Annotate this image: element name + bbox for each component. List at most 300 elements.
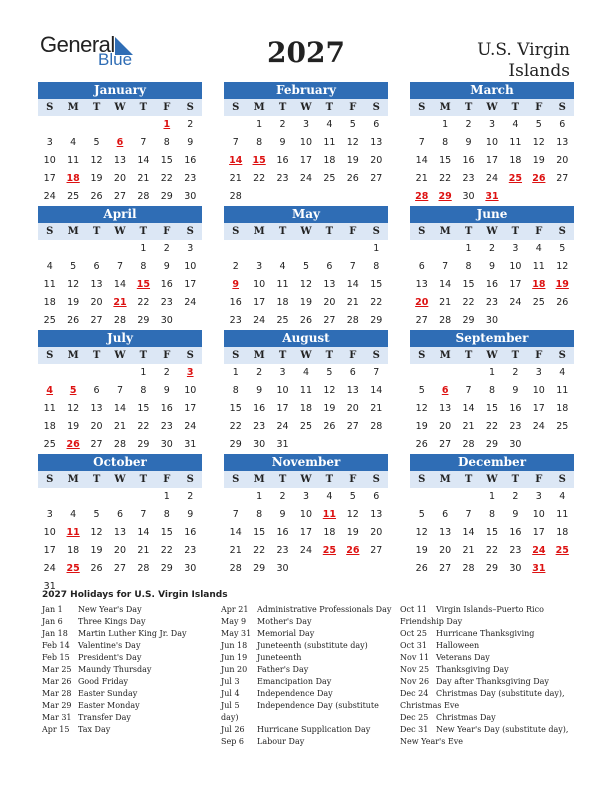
holiday-name: Halloween (436, 641, 480, 650)
day-cell: 24 (43, 563, 56, 574)
day-cell: 2 (512, 491, 519, 502)
day-cell: 17 (509, 279, 522, 290)
holiday-name: Valentine's Day (78, 641, 141, 650)
day-cell: 13 (370, 137, 383, 148)
day-cell: 5 (326, 367, 333, 378)
day-cell: 6 (116, 509, 123, 520)
day-cell: 19 (90, 173, 103, 184)
day-cell: 5 (418, 509, 425, 520)
week-row (410, 240, 574, 258)
week-row (38, 488, 202, 506)
holiday-name: Hurricane Thanksgiving (436, 629, 535, 638)
day-cell: 23 (462, 173, 475, 184)
day-cell: 9 (187, 509, 194, 520)
weekday-label: M (439, 102, 451, 113)
empty-day-cell (179, 312, 202, 330)
day-cell: 15 (160, 155, 173, 166)
week-row (38, 276, 202, 294)
weekday-label: M (439, 474, 451, 485)
day-cell: 25 (508, 173, 523, 184)
month-title: June (410, 206, 574, 223)
day-cell: 20 (370, 155, 383, 166)
week-row (410, 152, 574, 170)
empty-day-cell (108, 364, 131, 382)
empty-day-cell (318, 560, 341, 578)
day-cell: 24 (299, 545, 313, 556)
week-row (224, 276, 388, 294)
day-cell: 17 (43, 545, 56, 556)
day-cell: 15 (439, 155, 452, 166)
day-cell: 9 (465, 137, 472, 148)
empty-day-cell (365, 436, 388, 454)
holiday-date: Nov 26 (400, 677, 430, 686)
holiday-name: Administrative Professionals Day (257, 605, 392, 614)
holiday-row (221, 616, 391, 628)
holiday-row (42, 712, 186, 724)
holiday-row (221, 724, 391, 736)
holiday-row (400, 664, 568, 676)
holiday-name: Tax Day (78, 725, 111, 734)
day-cell: 9 (512, 509, 519, 520)
day-cell: 9 (232, 279, 240, 290)
day-cell: 26 (323, 421, 336, 432)
weekday-label: W (114, 474, 126, 485)
holiday-date: Dec 31 (400, 725, 429, 734)
day-cell: 14 (113, 403, 127, 414)
week-row (38, 560, 202, 578)
day-cell: 6 (373, 491, 380, 502)
day-cell: 8 (256, 137, 263, 148)
day-cell: 30 (509, 439, 522, 450)
holiday-date: Dec 25 (400, 713, 429, 722)
day-cell: 16 (160, 403, 173, 414)
day-cell: 28 (462, 563, 475, 574)
empty-day-cell (410, 116, 433, 134)
day-cell: 26 (67, 315, 80, 326)
weekday-label: T (92, 102, 101, 113)
day-cell: 11 (322, 509, 337, 520)
weekday-label: T (511, 102, 520, 113)
holiday-name: Hurricane Supplication Day (257, 725, 371, 734)
day-cell: 2 (187, 491, 194, 502)
day-cell: 29 (137, 315, 150, 326)
week-row (410, 294, 574, 312)
holiday-date: Sep 6 (221, 737, 244, 746)
week-row (38, 542, 202, 560)
week-row (38, 134, 202, 152)
weekday-header (410, 223, 574, 240)
holiday-date: May 31 (221, 629, 252, 638)
empty-day-cell (433, 240, 456, 258)
empty-day-cell (433, 488, 456, 506)
day-cell: 23 (276, 173, 289, 184)
weekday-header (410, 471, 574, 488)
empty-day-cell (85, 240, 108, 258)
holiday-date: Jul 26 (221, 725, 245, 734)
day-cell: 14 (137, 155, 150, 166)
day-cell: 26 (556, 297, 569, 308)
week-row (38, 436, 202, 454)
day-cell: 13 (439, 527, 452, 538)
holiday-row (400, 604, 568, 616)
day-cell: 25 (43, 439, 56, 450)
day-cell: 2 (488, 243, 495, 254)
empty-day-cell (61, 364, 84, 382)
day-cell: 6 (116, 137, 124, 148)
day-cell: 16 (509, 527, 522, 538)
empty-day-cell (108, 488, 131, 506)
day-cell: 19 (532, 155, 545, 166)
day-cell: 12 (415, 527, 428, 538)
weekday-label: S (232, 350, 240, 361)
day-cell: 14 (462, 403, 475, 414)
weekday-label: W (300, 474, 312, 485)
holiday-date: Jun 19 (221, 653, 248, 662)
weekday-header (38, 99, 202, 116)
day-cell: 20 (90, 297, 103, 308)
week-row (224, 418, 388, 436)
day-cell: 1 (163, 119, 171, 130)
weekday-label: W (486, 102, 498, 113)
day-cell: 12 (90, 155, 103, 166)
holiday-date: Nov 11 (400, 653, 430, 662)
day-cell: 27 (415, 315, 428, 326)
weekday-label: S (558, 474, 566, 485)
day-cell: 2 (163, 243, 170, 254)
week-row (410, 276, 574, 294)
day-cell: 27 (113, 191, 127, 202)
day-cell: 5 (349, 119, 356, 130)
day-cell: 20 (556, 155, 569, 166)
month-title: November (224, 454, 388, 471)
day-cell: 28 (229, 563, 242, 574)
day-cell: 15 (229, 403, 242, 414)
week-row (224, 170, 388, 188)
weekday-label: T (139, 102, 148, 113)
holiday-date: Apr 21 (221, 605, 249, 614)
day-cell: 4 (302, 367, 309, 378)
day-cell: 23 (253, 421, 266, 432)
day-cell: 25 (299, 421, 313, 432)
week-row (224, 294, 388, 312)
week-row (38, 418, 202, 436)
weekday-label: S (46, 474, 54, 485)
day-cell: 14 (113, 279, 127, 290)
holiday-name: day) (221, 713, 239, 722)
weekday-label: F (535, 474, 543, 485)
holiday-row (221, 676, 391, 688)
week-row (410, 506, 574, 524)
weekday-label: W (300, 350, 312, 361)
weekday-label: S (186, 102, 194, 113)
year-title: 2027 (267, 36, 345, 69)
weekday-label: S (558, 102, 566, 113)
weekday-label: M (67, 474, 79, 485)
day-cell: 19 (346, 527, 359, 538)
day-cell: 14 (462, 527, 475, 538)
day-cell: 21 (439, 297, 452, 308)
holiday-row (221, 604, 391, 616)
day-cell: 27 (370, 545, 383, 556)
empty-day-cell (61, 116, 84, 134)
day-cell: 7 (465, 509, 472, 520)
holiday-name: Good Friday (78, 677, 129, 686)
day-cell: 13 (370, 509, 383, 520)
day-cell: 6 (349, 367, 356, 378)
day-cell: 19 (67, 421, 80, 432)
holiday-date: Mar 25 (42, 665, 72, 674)
empty-day-cell (85, 364, 108, 382)
day-cell: 1 (140, 367, 147, 378)
day-cell: 29 (485, 439, 499, 450)
empty-day-cell (224, 240, 247, 258)
weekday-label: W (114, 102, 126, 113)
day-cell: 16 (276, 527, 289, 538)
day-cell: 11 (66, 527, 80, 538)
day-cell: 14 (229, 527, 242, 538)
day-cell: 7 (232, 137, 239, 148)
holiday-row (221, 628, 391, 640)
day-cell: 2 (187, 119, 194, 130)
weekday-label: T (511, 226, 520, 237)
day-cell: 24 (253, 315, 266, 326)
day-cell: 18 (556, 527, 569, 538)
month-title: March (410, 82, 574, 99)
day-cell: 8 (163, 509, 170, 520)
day-cell: 28 (137, 563, 150, 574)
holiday-name: Mother's Day (257, 617, 312, 626)
holiday-date: Jan 6 (42, 617, 63, 626)
day-cell: 4 (512, 119, 519, 130)
week-row (410, 560, 574, 578)
day-cell: 3 (302, 119, 309, 130)
month-title: August (224, 330, 388, 347)
day-cell: 15 (485, 403, 499, 414)
day-cell: 3 (535, 491, 542, 502)
day-cell: 20 (113, 173, 127, 184)
holiday-name: Christmas Day (436, 713, 496, 722)
empty-day-cell (224, 116, 247, 134)
week-row (224, 364, 388, 382)
day-cell: 25 (532, 297, 545, 308)
holiday-name: New Year's Day (78, 605, 142, 614)
month-title: May (224, 206, 388, 223)
empty-day-cell (271, 188, 294, 206)
day-cell: 17 (253, 297, 266, 308)
weekday-label: S (232, 102, 240, 113)
holiday-name: Virgin Islands–Puerto Rico (436, 605, 544, 614)
month-title: April (38, 206, 202, 223)
day-cell: 20 (90, 421, 103, 432)
day-cell: 23 (229, 315, 242, 326)
day-cell: 27 (439, 439, 452, 450)
day-cell: 19 (346, 155, 359, 166)
holiday-row (221, 688, 391, 700)
holiday-row (42, 652, 186, 664)
day-cell: 15 (136, 279, 151, 290)
day-cell: 15 (370, 279, 383, 290)
day-cell: 20 (323, 297, 336, 308)
month-may (224, 206, 388, 348)
day-cell: 1 (163, 491, 170, 502)
day-cell: 12 (556, 261, 569, 272)
day-cell: 21 (462, 421, 475, 432)
weekday-label: T (278, 102, 287, 113)
day-cell: 4 (559, 367, 566, 378)
day-cell: 11 (556, 385, 569, 396)
holiday-row (42, 676, 186, 688)
holiday-date: Feb 14 (42, 641, 70, 650)
day-cell: 24 (184, 297, 197, 308)
day-cell: 1 (256, 119, 263, 130)
day-cell: 2 (279, 119, 286, 130)
month-title: July (38, 330, 202, 347)
holiday-row (400, 736, 568, 748)
day-cell: 4 (46, 385, 54, 396)
week-row (410, 312, 574, 330)
country-line-2: Islands (508, 61, 570, 81)
day-cell: 16 (462, 155, 475, 166)
day-cell: 11 (509, 137, 522, 148)
day-cell: 24 (532, 545, 546, 556)
day-cell: 11 (276, 279, 289, 290)
day-cell: 18 (66, 173, 80, 184)
week-row (38, 170, 202, 188)
weekday-label: F (535, 226, 543, 237)
holiday-row (42, 688, 186, 700)
weekday-label: M (67, 226, 79, 237)
day-cell: 4 (70, 137, 77, 148)
day-cell: 22 (370, 297, 383, 308)
week-row (38, 364, 202, 382)
day-cell: 20 (113, 545, 127, 556)
week-row (410, 418, 574, 436)
day-cell: 13 (113, 155, 127, 166)
day-cell: 20 (370, 527, 383, 538)
empty-day-cell (85, 116, 108, 134)
weekday-label: W (114, 350, 126, 361)
day-cell: 10 (253, 279, 266, 290)
day-cell: 24 (184, 421, 197, 432)
empty-day-cell (410, 488, 433, 506)
holiday-row (400, 700, 568, 712)
empty-day-cell (457, 364, 480, 382)
day-cell: 8 (256, 509, 263, 520)
day-cell: 18 (43, 297, 56, 308)
day-cell: 8 (488, 509, 495, 520)
day-cell: 29 (160, 563, 173, 574)
empty-day-cell (38, 240, 61, 258)
holiday-row (221, 652, 391, 664)
day-cell: 26 (415, 563, 428, 574)
day-cell: 3 (302, 491, 309, 502)
weekday-label: T (139, 226, 148, 237)
weekday-label: T (464, 350, 473, 361)
month-august (224, 330, 388, 454)
day-cell: 23 (509, 421, 522, 432)
day-cell: 31 (276, 439, 289, 450)
day-cell: 12 (299, 279, 313, 290)
day-cell: 7 (232, 509, 239, 520)
day-cell: 18 (67, 545, 80, 556)
day-cell: 30 (253, 439, 266, 450)
day-cell: 30 (184, 191, 197, 202)
weekday-label: T (464, 226, 473, 237)
day-cell: 27 (346, 421, 359, 432)
holiday-date: May 9 (221, 617, 247, 626)
week-row (224, 400, 388, 418)
holiday-name: New Year's Day (substitute day), (436, 725, 569, 734)
empty-day-cell (341, 188, 364, 206)
day-cell: 17 (532, 527, 545, 538)
weekday-label: M (253, 102, 265, 113)
holiday-date: Apr 15 (42, 725, 70, 734)
weekday-label: W (486, 350, 498, 361)
day-cell: 10 (532, 509, 545, 520)
weekday-label: T (92, 350, 101, 361)
weekday-label: T (511, 474, 520, 485)
weekday-label: S (186, 226, 194, 237)
day-cell: 6 (93, 385, 100, 396)
day-cell: 7 (418, 137, 425, 148)
day-cell: 30 (462, 191, 475, 202)
day-cell: 13 (415, 279, 428, 290)
weekday-label: F (349, 350, 357, 361)
day-cell: 10 (184, 261, 197, 272)
empty-day-cell (551, 188, 574, 206)
day-cell: 18 (43, 421, 56, 432)
weekday-label: S (46, 350, 54, 361)
week-row (224, 152, 388, 170)
holiday-date: Jul 5 (221, 701, 240, 710)
weekday-label: F (163, 350, 171, 361)
week-row (38, 400, 202, 418)
day-cell: 2 (232, 261, 239, 272)
holiday-column (42, 604, 186, 736)
day-cell: 1 (373, 243, 380, 254)
weekday-label: S (232, 226, 240, 237)
day-cell: 12 (346, 509, 359, 520)
holiday-date: Mar 29 (42, 701, 72, 710)
day-cell: 7 (140, 509, 147, 520)
day-cell: 7 (116, 385, 123, 396)
week-row (224, 258, 388, 276)
week-row (38, 312, 202, 330)
day-cell: 10 (532, 385, 545, 396)
weekday-label: S (186, 350, 194, 361)
day-cell: 25 (322, 545, 337, 556)
day-cell: 17 (485, 155, 499, 166)
empty-day-cell (318, 188, 341, 206)
weekday-label: T (325, 350, 334, 361)
holiday-row (221, 736, 391, 748)
day-cell: 31 (184, 439, 197, 450)
day-cell: 16 (160, 279, 173, 290)
weekday-label: S (558, 350, 566, 361)
empty-day-cell (61, 488, 84, 506)
day-cell: 29 (137, 439, 150, 450)
day-cell: 1 (140, 243, 147, 254)
weekday-label: M (253, 350, 265, 361)
day-cell: 22 (253, 173, 266, 184)
day-cell: 29 (485, 563, 499, 574)
day-cell: 21 (137, 545, 150, 556)
day-cell: 2 (256, 367, 263, 378)
weekday-label: W (114, 226, 126, 237)
day-cell: 22 (439, 173, 452, 184)
day-cell: 19 (90, 545, 103, 556)
day-cell: 12 (323, 385, 336, 396)
